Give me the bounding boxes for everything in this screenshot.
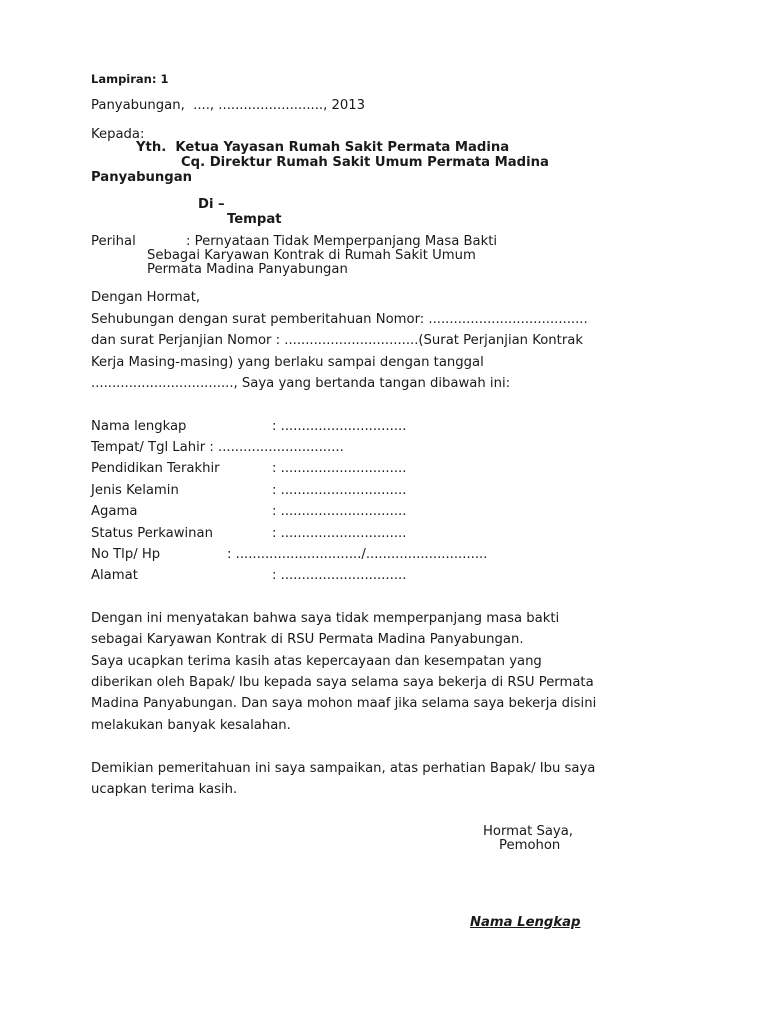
recipient-line-1: Yth. Ketua Yayasan Rumah Sakit Permata Madina xyxy=(136,140,510,155)
field-label-nama: Nama lengkap xyxy=(91,419,187,434)
subject-label: Perihal xyxy=(91,234,136,249)
recipient-line-2: Cq. Direktur Rumah Sakit Umum Permata Madina xyxy=(181,155,549,170)
intro-line-1: Sehubungan dengan surat pemberitahuan Nomor: ...................................... xyxy=(91,312,588,327)
field-label-tlp: No Tlp/ Hp xyxy=(91,547,161,562)
intro-line-4: .................................., Saya yang bertanda tangan dibawah ini: xyxy=(91,376,511,391)
field-label-pendidikan: Pendidikan Terakhir xyxy=(91,461,220,476)
closing-line-1: Demikian pemeritahuan ini saya sampaikan, atas perhatian Bapak/ Ibu saya xyxy=(91,761,596,776)
subject-line-3: Permata Madina Panyabungan xyxy=(147,262,348,277)
subject-line-2: Sebagai Karyawan Kontrak di Rumah Sakit Umum xyxy=(147,248,476,263)
field-value-status: : .............................. xyxy=(272,526,407,541)
attachment-label: Lampiran: 1 xyxy=(91,72,169,86)
field-value-pendidikan: : .............................. xyxy=(272,461,407,476)
field-value-alamat: : .............................. xyxy=(272,568,407,583)
body-line-2: sebagai Karyawan Kontrak di RSU Permata Madina Panyabungan. xyxy=(91,632,524,647)
field-ttl: Tempat/ Tgl Lahir : .............................. xyxy=(91,440,344,455)
field-value-nama: : .............................. xyxy=(272,419,407,434)
tempat-label: Tempat xyxy=(227,212,282,227)
closing-line-2: ucapkan terima kasih. xyxy=(91,782,238,797)
field-value-jenis-kelamin: : .............................. xyxy=(272,483,407,498)
signature-name: Nama Lengkap xyxy=(470,915,581,930)
greeting: Dengan Hormat, xyxy=(91,290,201,305)
sign-off: Hormat Saya, xyxy=(483,824,573,839)
sign-role: Pemohon xyxy=(499,838,561,853)
body-line-1: Dengan ini menyatakan bahwa saya tidak memperpanjang masa bakti xyxy=(91,611,560,626)
field-label-jenis-kelamin: Jenis Kelamin xyxy=(91,483,179,498)
body-line-4: diberikan oleh Bapak/ Ibu kepada saya selama saya bekerja di RSU Permata xyxy=(91,675,594,690)
subject-line-1: : Pernyataan Tidak Memperpanjang Masa Bakti xyxy=(186,234,498,249)
to-label: Kepada: xyxy=(91,127,145,142)
intro-line-3: Kerja Masing-masing) yang berlaku sampai dengan tanggal xyxy=(91,355,484,370)
field-value-agama: : .............................. xyxy=(272,504,407,519)
place-date: Panyabungan, ...., ........................., 2013 xyxy=(91,98,366,113)
body-line-6: melakukan banyak kesalahan. xyxy=(91,718,291,733)
recipient-line-3: Panyabungan xyxy=(91,170,193,185)
field-label-alamat: Alamat xyxy=(91,568,138,583)
intro-line-2: dan surat Perjanjian Nomor : ................................(Surat Perjanjian Kontrak xyxy=(91,333,583,348)
di-label: Di – xyxy=(198,197,225,212)
field-label-status: Status Perkawinan xyxy=(91,526,213,541)
field-value-tlp: : ............................../............................. xyxy=(227,547,488,562)
body-line-3: Saya ucapkan terima kasih atas kepercayaan dan kesempatan yang xyxy=(91,654,542,669)
body-line-5: Madina Panyabungan. Dan saya mohon maaf jika selama saya bekerja disini xyxy=(91,696,597,711)
field-label-agama: Agama xyxy=(91,504,138,519)
